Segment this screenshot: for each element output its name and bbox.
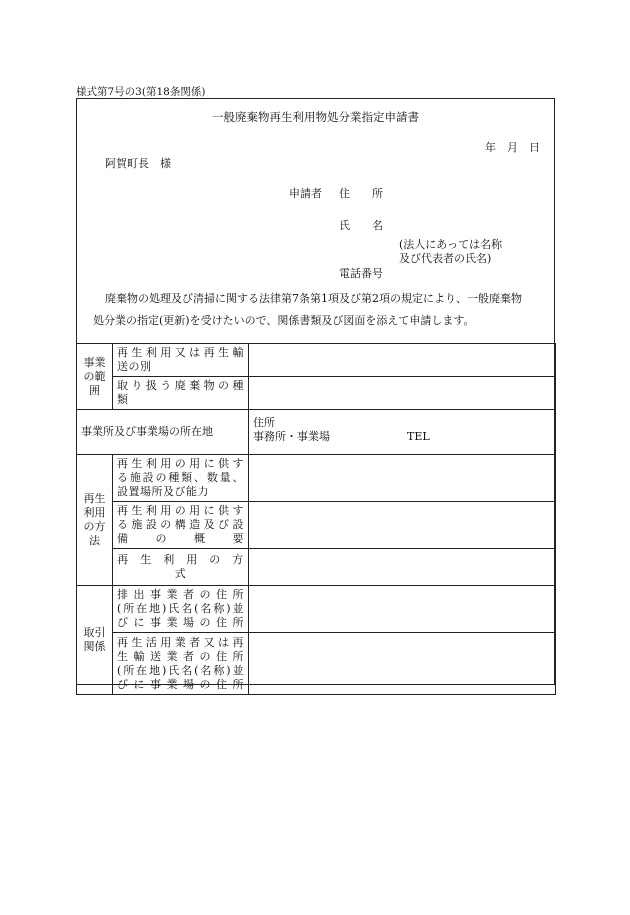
discharger-label: 排出事業者の住所 (所在地)氏名(名称)並 びに事業場の住所: [113, 586, 249, 633]
form-title: 一般廃棄物再生利用物処分業指定申請書: [212, 110, 419, 124]
addressee: 阿賀町長 様: [105, 157, 171, 170]
recycle-or-transport-field[interactable]: [249, 344, 556, 377]
form-number-label: 様式第7号の3(第18条関係): [76, 86, 206, 98]
date-line: 年 月 日: [485, 141, 540, 154]
location-tel-label: TEL: [407, 430, 430, 443]
scope-category: 事業 の範 囲: [77, 344, 113, 410]
location-address-label: 住所: [253, 416, 275, 429]
location-label: 事業所及び事業場の所在地: [77, 410, 249, 455]
facility-structure-field[interactable]: [249, 502, 556, 549]
waste-type-field[interactable]: [249, 377, 556, 410]
recycling-method-label: 再 生 利 用 の 方 式: [113, 549, 249, 586]
location-office-label: 事務所・事業場: [253, 430, 330, 443]
trade-category: 取引 関係: [77, 586, 113, 695]
waste-type-label: 取り扱う廃棄物の種 類: [113, 377, 249, 410]
applicant-label: 申請者: [289, 187, 322, 200]
recycling-method-field[interactable]: [249, 549, 556, 586]
phone-label: 電話番号: [339, 267, 383, 280]
facility-type-field[interactable]: [249, 455, 556, 502]
corporation-note-2: 及び代表者の氏名): [399, 252, 492, 265]
discharger-field[interactable]: [249, 586, 556, 633]
recycle-or-transport-label: 再生利用又は再生輸 送の別: [113, 344, 249, 377]
location-field[interactable]: [249, 410, 556, 455]
name-label: 氏 名: [339, 219, 383, 232]
details-table: [76, 343, 556, 695]
facility-structure-label: 再生利用の用に供す る施設の構造及び設 備 の 概 要: [113, 502, 249, 549]
facility-type-label: 再生利用の用に供す る施設の種類、数量、 設置場所及び能力: [113, 455, 249, 502]
recycler-field[interactable]: [249, 633, 556, 695]
corporation-note-1: (法人にあっては名称: [399, 238, 503, 251]
application-form: [76, 98, 555, 691]
method-category: 再生 利用 の方 法: [77, 455, 113, 586]
statement-line-1: 廃棄物の処理及び清掃に関する法律第7条第1項及び第2項の規定により、一般廃棄物: [105, 292, 522, 305]
statement-line-2: 処分業の指定(更新)を受けたいので、関係書類及び図面を添えて申請します。: [93, 314, 475, 327]
address-label: 住 所: [339, 187, 383, 200]
recycler-label: 再生活用業者又は再 生輸送業者の住所 (所在地)氏名(名称)並 びに事業場の住所: [113, 633, 249, 695]
